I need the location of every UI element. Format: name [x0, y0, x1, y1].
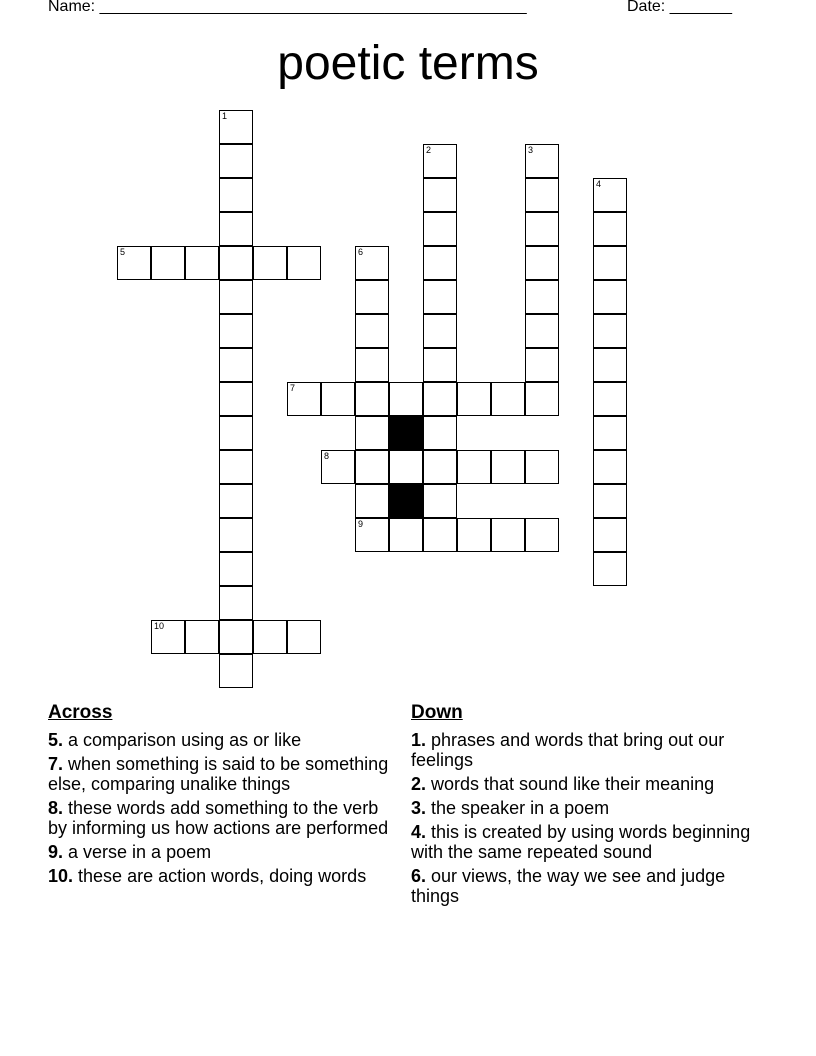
- cell-number: 9: [358, 519, 364, 529]
- grid-cell[interactable]: [355, 416, 389, 450]
- grid-cell[interactable]: [423, 246, 457, 280]
- grid-cell[interactable]: [219, 280, 253, 314]
- grid-cell[interactable]: [593, 552, 627, 586]
- grid-cell[interactable]: [355, 348, 389, 382]
- grid-cell[interactable]: [525, 212, 559, 246]
- clue-text: the speaker in a poem: [426, 798, 610, 818]
- grid-cell[interactable]: [423, 348, 457, 382]
- grid-cell[interactable]: [219, 586, 253, 620]
- grid-cell[interactable]: [593, 518, 627, 552]
- grid-cell[interactable]: [287, 382, 321, 416]
- grid-cell[interactable]: [151, 246, 185, 280]
- grid-cell[interactable]: [219, 144, 253, 178]
- clue-across-9: [48, 842, 393, 862]
- clue-number: 4.: [411, 822, 427, 842]
- across-heading: Across: [48, 702, 113, 723]
- clue-down-3: [411, 798, 756, 818]
- black-cell: [389, 484, 423, 518]
- date-field-label: Date: _______: [627, 0, 732, 15]
- clue-number: 10.: [48, 866, 74, 886]
- grid-cell[interactable]: [593, 484, 627, 518]
- clue-text: phrases and words that bring out our feelings: [411, 730, 725, 770]
- grid-cell[interactable]: [185, 246, 219, 280]
- clue-across-7: [48, 754, 393, 794]
- cell-number: 7: [290, 383, 296, 393]
- clue-text: our views, the way we see and judge things: [411, 866, 726, 906]
- grid-cell[interactable]: [457, 382, 491, 416]
- grid-cell[interactable]: [355, 280, 389, 314]
- clue-across-5: [48, 730, 393, 750]
- clue-text: a comparison using as or like: [63, 730, 302, 750]
- grid-cell[interactable]: [389, 382, 423, 416]
- grid-cell[interactable]: [423, 484, 457, 518]
- grid-cell[interactable]: [491, 382, 525, 416]
- grid-cell[interactable]: [219, 382, 253, 416]
- cell-number: 2: [426, 145, 432, 155]
- grid-cell[interactable]: [219, 620, 253, 654]
- clue-text: this is created by using words beginning with the same repeated sound: [411, 822, 751, 862]
- grid-cell[interactable]: [593, 314, 627, 348]
- grid-cell[interactable]: [219, 654, 253, 688]
- grid-cell[interactable]: [219, 246, 253, 280]
- clue-number: 1.: [411, 730, 427, 750]
- clue-down-4: [411, 822, 756, 862]
- clue-across-10: [48, 866, 393, 886]
- cell-number: 1: [222, 111, 228, 121]
- grid-cell[interactable]: [423, 382, 457, 416]
- grid-cell[interactable]: [355, 518, 389, 552]
- clue-down-2: [411, 774, 756, 794]
- grid-cell[interactable]: [525, 246, 559, 280]
- cell-number: 6: [358, 247, 364, 257]
- grid-cell[interactable]: [321, 382, 355, 416]
- grid-cell[interactable]: [423, 314, 457, 348]
- grid-cell[interactable]: [423, 450, 457, 484]
- grid-cell[interactable]: [253, 620, 287, 654]
- grid-cell[interactable]: [525, 144, 559, 178]
- down-clues: [411, 702, 756, 910]
- grid-cell[interactable]: [593, 450, 627, 484]
- clue-number: 5.: [48, 730, 64, 750]
- grid-cell[interactable]: [491, 518, 525, 552]
- grid-cell[interactable]: [219, 212, 253, 246]
- grid-cell[interactable]: [219, 314, 253, 348]
- grid-cell[interactable]: [253, 246, 287, 280]
- grid-cell[interactable]: [593, 246, 627, 280]
- clue-down-1: [411, 730, 756, 770]
- grid-cell[interactable]: [525, 178, 559, 212]
- grid-cell[interactable]: [525, 314, 559, 348]
- grid-cell[interactable]: [389, 518, 423, 552]
- cell-number: 10: [154, 621, 165, 631]
- clue-text: words that sound like their meaning: [426, 774, 715, 794]
- clue-down-6: [411, 866, 756, 906]
- black-cell: [389, 416, 423, 450]
- cell-number: 8: [324, 451, 330, 461]
- cell-number: 3: [528, 145, 534, 155]
- clue-number: 3.: [411, 798, 427, 818]
- grid-cell[interactable]: [219, 416, 253, 450]
- across-clues: [48, 702, 393, 890]
- grid-cell[interactable]: [423, 212, 457, 246]
- grid-cell[interactable]: [593, 178, 627, 212]
- grid-cell[interactable]: [491, 450, 525, 484]
- clue-text: when something is said to be something else, comparing unalike things: [48, 754, 389, 794]
- grid-cell[interactable]: [219, 348, 253, 382]
- grid-cell[interactable]: [355, 246, 389, 280]
- grid-cell[interactable]: [423, 416, 457, 450]
- grid-cell[interactable]: [355, 484, 389, 518]
- clue-number: 7.: [48, 754, 64, 774]
- grid-cell[interactable]: [423, 178, 457, 212]
- clue-text: these words add something to the verb by informing us how actions are performed: [48, 798, 389, 838]
- grid-cell[interactable]: [525, 450, 559, 484]
- grid-cell[interactable]: [593, 416, 627, 450]
- grid-cell[interactable]: [525, 280, 559, 314]
- grid-cell[interactable]: [151, 620, 185, 654]
- grid-cell[interactable]: [593, 280, 627, 314]
- page-title: poetic terms: [277, 37, 539, 90]
- grid-cell[interactable]: [117, 246, 151, 280]
- grid-cell[interactable]: [287, 620, 321, 654]
- clue-number: 6.: [411, 866, 427, 886]
- clue-text: a verse in a poem: [63, 842, 212, 862]
- clue-number: 9.: [48, 842, 64, 862]
- grid-cell[interactable]: [219, 110, 253, 144]
- grid-cell[interactable]: [219, 450, 253, 484]
- grid-cell[interactable]: [355, 450, 389, 484]
- grid-cell[interactable]: [389, 450, 423, 484]
- grid-cell[interactable]: [219, 552, 253, 586]
- grid-cell[interactable]: [287, 246, 321, 280]
- grid-cell[interactable]: [321, 450, 355, 484]
- grid-cell[interactable]: [525, 382, 559, 416]
- grid-cell[interactable]: [593, 348, 627, 382]
- grid-cell[interactable]: [219, 518, 253, 552]
- grid-cell[interactable]: [457, 450, 491, 484]
- grid-cell[interactable]: [355, 382, 389, 416]
- grid-cell[interactable]: [423, 144, 457, 178]
- cell-number: 5: [120, 247, 126, 257]
- grid-cell[interactable]: [593, 212, 627, 246]
- grid-cell[interactable]: [457, 518, 491, 552]
- clue-across-8: [48, 798, 393, 838]
- grid-cell[interactable]: [593, 382, 627, 416]
- clue-number: 8.: [48, 798, 64, 818]
- grid-cell[interactable]: [525, 518, 559, 552]
- grid-cell[interactable]: [219, 484, 253, 518]
- grid-cell[interactable]: [185, 620, 219, 654]
- clue-number: 2.: [411, 774, 427, 794]
- grid-cell[interactable]: [423, 518, 457, 552]
- name-field-label: Name: ________________________________________________: [48, 0, 527, 15]
- grid-cell[interactable]: [423, 280, 457, 314]
- grid-cell[interactable]: [525, 348, 559, 382]
- grid-cell[interactable]: [355, 314, 389, 348]
- cell-number: 4: [596, 179, 602, 189]
- clue-text: these are action words, doing words: [73, 866, 367, 886]
- grid-cell[interactable]: [219, 178, 253, 212]
- down-heading: Down: [411, 702, 463, 723]
